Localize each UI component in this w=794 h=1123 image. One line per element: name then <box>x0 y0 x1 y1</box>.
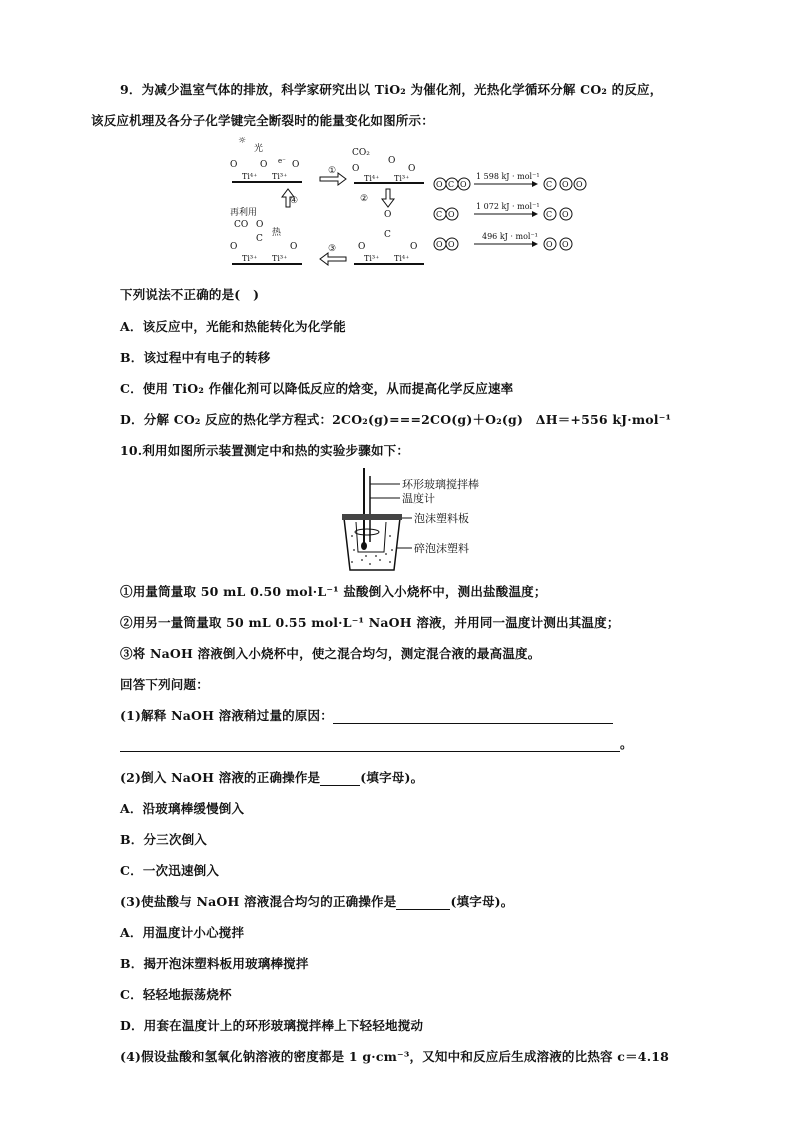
ti-label: Ti⁴⁺ <box>394 254 410 263</box>
q10-sub3-option-d: D．用套在温度计上的环形玻璃搅拌棒上下轻轻地搅动 <box>120 1018 424 1033</box>
energy-label-co: 1 072 kJ · mol⁻¹ <box>476 202 540 211</box>
step1-label: ① <box>328 166 337 176</box>
o-atom: O <box>448 240 455 249</box>
q10-sub1-blank-2[interactable] <box>120 736 620 752</box>
ti-label: Ti³⁺ <box>272 172 288 181</box>
energy-label-o2: 496 kJ · mol⁻¹ <box>482 232 538 241</box>
o-atom: O <box>460 180 467 189</box>
o-atom: O <box>436 240 443 249</box>
q10-sub1-end: 。 <box>620 736 633 751</box>
c-atom: C <box>546 210 553 219</box>
q10-sub1 <box>120 706 613 724</box>
q10-step-1: ①用量筒量取 50 mL 0.50 mol·L⁻¹ 盐酸倒入小烧杯中，测出盐酸温度； <box>120 584 547 599</box>
q9-option-d: D．分解 CO₂ 反应的热化学方程式：2CO₂(g)===2CO(g)＋O₂(g) ΔH＝+556 kJ·mol⁻¹ <box>120 412 672 427</box>
o-atom: O <box>358 242 366 252</box>
q10-sub3 <box>120 892 514 910</box>
o-atom: O <box>230 242 238 252</box>
o-atom: O <box>546 240 553 249</box>
q10-sub1-text: (1)解释 NaOH 溶液稍过量的原因： <box>120 708 333 723</box>
q9-option-a: A．该反应中，光能和热能转化为化学能 <box>120 319 346 334</box>
foam-board-label: 泡沫塑料板 <box>414 512 469 525</box>
q9-question: 下列说法不正确的是( ) <box>120 287 260 302</box>
heat-label: 热 <box>272 228 282 238</box>
q10-sub2-option-a: A．沿玻璃棒缓慢倒入 <box>120 801 245 816</box>
q10-step-2: ②用另一量筒量取 50 mL 0.55 mol·L⁻¹ NaOH 溶液，并用同一温度计测出其温度； <box>120 615 620 630</box>
ti-label: Ti³⁺ <box>242 254 258 263</box>
q10-sub3-text: (3)使盐酸与 NaOH 溶液混合均匀的正确操作是 <box>120 894 397 909</box>
q10-sub2-text: (2)倒入 NaOH 溶液的正确操作是 <box>120 770 321 785</box>
o-atom: O <box>352 164 360 174</box>
q10-stem: 10.利用如图所示装置测定中和热的实验步骤如下： <box>120 443 410 458</box>
c-atom: C <box>384 230 391 240</box>
q10-sub3-option-c: C．轻轻地振荡烧杯 <box>120 987 232 1002</box>
q9-stem-line1: 9．为减少温室气体的排放，科学家研究出以 TiO₂ 为催化剂，光热化学循环分解 CO₂ 的反应， <box>120 82 663 97</box>
ti-label: Ti³⁺ <box>272 254 288 263</box>
o-atom: O <box>256 220 264 230</box>
q10-sub2 <box>120 768 423 786</box>
q10-sub3-option-b: B．揭开泡沫塑料板用玻璃棒搅拌 <box>120 956 309 971</box>
o-atom: O <box>576 180 583 189</box>
ti-label: Ti⁴⁺ <box>364 174 380 183</box>
o-atom: O <box>230 160 238 170</box>
q10-sub3-end: (填字母)。 <box>450 894 514 909</box>
q9-stem-line2: 该反应机理及各分子化学键完全断裂时的能量变化如图所示： <box>91 113 434 128</box>
c-atom: C <box>256 234 263 244</box>
energy-label-co2: 1 598 kJ · mol⁻¹ <box>476 172 540 181</box>
state-top-left <box>230 137 302 182</box>
state-bottom-middle <box>354 210 424 264</box>
c-atom: C <box>546 180 553 189</box>
o-atom: O <box>410 242 418 252</box>
stirrer-label: 环形玻璃搅拌棒 <box>402 478 479 491</box>
light-label: 光 <box>254 144 264 154</box>
q9-option-b: B．该过程中有电子的转移 <box>120 350 271 365</box>
o-atom: O <box>436 180 443 189</box>
electron-label: e⁻ <box>278 157 286 165</box>
q10-sub2-option-b: B．分三次倒入 <box>120 832 207 847</box>
q10-sub2-option-c: C．一次迅速倒入 <box>120 863 220 878</box>
step2-label: ② <box>360 194 369 204</box>
q10-sub4: (4)假设盐酸和氢氧化钠溶液的密度都是 1 g·cm⁻³，又知中和反应后生成溶液的比热容 c＝4.18 <box>120 1049 670 1064</box>
step2-arrow <box>360 189 394 207</box>
step4-label: ④ <box>290 196 299 206</box>
q10-sub1-blank[interactable] <box>333 708 613 724</box>
step3-arrow <box>320 244 346 265</box>
ti-label: Ti³⁺ <box>364 254 380 263</box>
energy-row-o2 <box>434 232 572 250</box>
o-atom: O <box>384 210 392 220</box>
c-atom: C <box>436 210 443 219</box>
thermometer-label: 温度计 <box>402 492 435 505</box>
q10-sub2-blank[interactable] <box>320 770 360 786</box>
o-atom: O <box>388 156 396 166</box>
state-top-middle <box>352 148 424 183</box>
o-atom: O <box>292 160 300 170</box>
reaction-mechanism-figure <box>220 137 640 272</box>
foam-fill-label: 碎泡沫塑料 <box>414 542 469 555</box>
q10-answer-prompt: 回答下列问题： <box>120 677 209 692</box>
o-atom: O <box>448 210 455 219</box>
q10-sub3-blank[interactable] <box>396 894 450 910</box>
q10-sub1-line2 <box>120 734 633 752</box>
o-atom: O <box>290 242 298 252</box>
step3-label: ③ <box>328 244 337 254</box>
ti-label: Ti³⁺ <box>394 174 410 183</box>
q9-option-c: C．使用 TiO₂ 作催化剂可以降低反应的焓变，从而提高化学反应速率 <box>120 381 514 396</box>
energy-row-co <box>434 202 572 220</box>
co2-label: CO₂ <box>352 148 370 158</box>
o-atom: O <box>408 164 416 174</box>
state-bottom-left <box>230 206 302 264</box>
co-label: CO <box>234 220 249 230</box>
q10-step-3: ③将 NaOH 溶液倒入小烧杯中，使之混合均匀，测定混合液的最高温度。 <box>120 646 541 661</box>
energy-row-co2 <box>434 172 586 190</box>
o-atom: O <box>562 180 569 189</box>
o-atom: O <box>260 160 268 170</box>
q10-sub2-end: (填字母)。 <box>360 770 424 785</box>
o-atom: O <box>562 240 569 249</box>
step1-arrow <box>320 166 346 185</box>
q10-sub3-option-a: A．用温度计小心搅拌 <box>120 925 245 940</box>
calorimeter-figure <box>340 466 500 574</box>
ti-label: Ti⁴⁺ <box>242 172 258 181</box>
reuse-label: 再利用 <box>230 208 258 218</box>
sun-icon: ☼ <box>238 137 247 146</box>
step4-arrow <box>282 189 298 207</box>
o-atom: O <box>562 210 569 219</box>
c-atom: C <box>448 180 455 189</box>
